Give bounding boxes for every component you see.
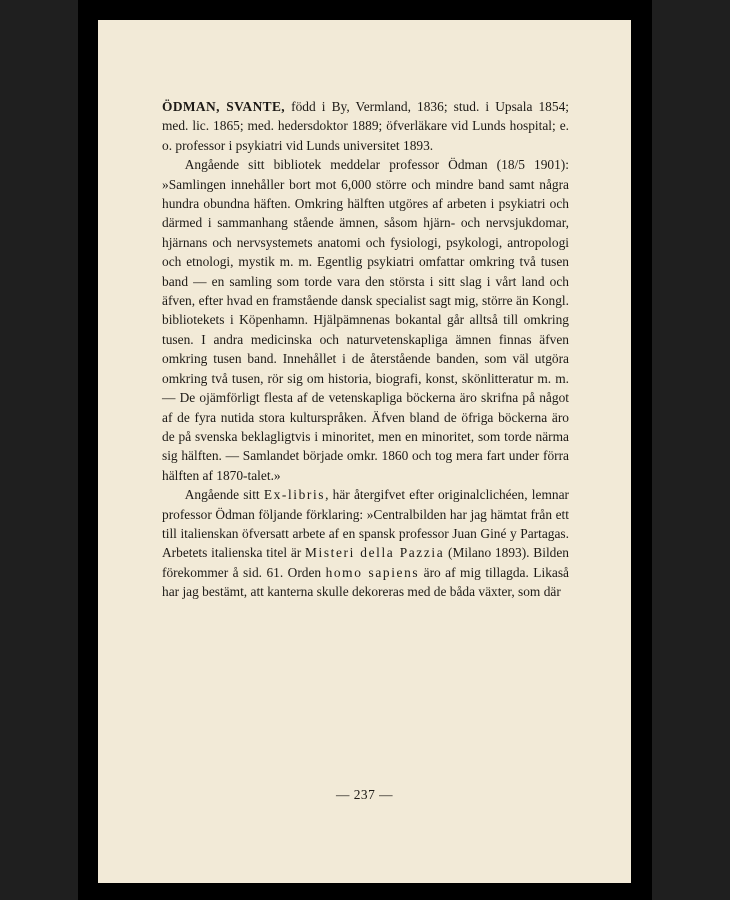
- exlibris-term: Ex-libris: [263, 487, 326, 503]
- exlibris-text-2: , här återgifvet efter originalclichéen, lemnar professor Ödman följande förklaring: »Centralbilden har jag hämtat från ett till italienskan öfversatt arbete af en spansk professor Juan Giné y Partagas. Arbetets italienska titel är: [162, 487, 569, 561]
- page-text: [162, 97, 569, 602]
- page-number: — 237 —: [335, 787, 394, 802]
- exlibris-text-4: äro af mig tillagda. Likaså har jag bestämt, att kanterna skulle dekoreras med de båda växter, som där: [162, 564, 569, 600]
- book-page: [98, 20, 631, 883]
- library-paragraph: Angående sitt bibliotek meddelar professor Ödman (18/5 1901): »Samlingen innehåller bort mot 6,000 större och mindre band samt några hundra obundna häften. Omkring hälften utgöres af arbeten i psykiatri och därmed i sammanhang stående ämnen, såsom hjärn- och nervsjukdomar, hjärnans och nervsystemets anatomi och fysiologi, psykologi, antropologi och etnologi, mystik m. m. Egentlig psykiatri omfattar omkring två tusen band — en samling som torde vara den största i sitt slag i vårt land och äfven, efter hvad en framstående dansk specialist sagt mig, större än Kongl. bibliotekets i Köpenhamn. Hjälpämnenas bokantal går alltså till omkring tusen. I andra medicinska och naturvetenskapliga ämnen finnas äfven omkring tusen band. Innehållet i de återstående banden, som väl utgöra omkring två tusen, rör sig om historia, biografi, konst, skönlitteratur m. m. — De ojämförligt flesta af de vetenskapliga böckerna äro skrifna på något af de fyra nutida stora kulturspråken. Äfven bland de öfriga böckerna äro de på svenska beklagligtvis i minoritet, men en minoritet, som torde närma sig hälften. — Samlandet började omkr. 1860 och tog mera fart under förra hälften af 1870-talet.»: [162, 157, 569, 483]
- italian-title: Misteri della Pazzia: [305, 545, 445, 561]
- exlibris-text-3: (Milano 1893). Bilden förekommer å sid. 61. Orden: [162, 545, 570, 580]
- entry-author: ÖDMAN, SVANTE,: [162, 99, 286, 114]
- motto: homo sapiens: [325, 564, 420, 580]
- exlibris-paragraph: [162, 485, 569, 601]
- entry-bio: född i By, Vermland, 1836; stud. i Upsala 1854; med. lic. 1865; med. hedersdoktor 1889; öfverläkare vid Lunds hospital; e. o. professor i psykiatri vid Lunds universitet 1893.: [162, 99, 569, 153]
- exlibris-text-1: Angående sitt: [184, 487, 264, 503]
- entry-paragraph: [162, 97, 569, 155]
